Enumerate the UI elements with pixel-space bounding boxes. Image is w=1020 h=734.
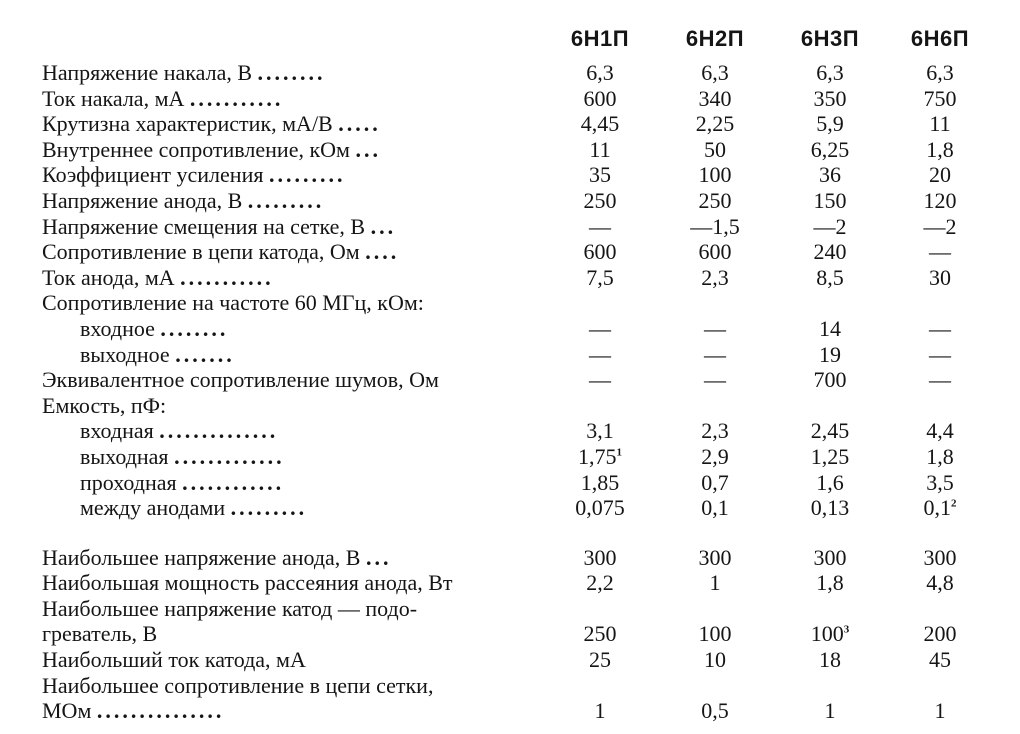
spec-value-text: 18 xyxy=(819,647,841,673)
spec-row xyxy=(0,495,1020,521)
spec-label-text: Наибольшая мощность рассеяния анода, Вт xyxy=(42,570,453,596)
spec-row xyxy=(0,673,1020,699)
spec-row xyxy=(0,239,1020,265)
tube-header-6n1p: 6Н1П xyxy=(570,26,630,51)
spec-value xyxy=(885,545,995,571)
spec-value xyxy=(545,239,655,265)
spec-value-text: 30 xyxy=(929,264,951,290)
leader-dots: .... xyxy=(365,239,400,265)
spec-value xyxy=(885,214,995,240)
spec-value-text: — xyxy=(704,341,726,367)
spec-value-text: 2,25 xyxy=(695,111,735,137)
spec-value-text: 340 xyxy=(698,85,732,111)
spec-value-text: 4,8 xyxy=(926,570,954,596)
spec-value-text: 35 xyxy=(589,162,611,188)
spec-value-text: 7,5 xyxy=(586,264,614,290)
spec-value xyxy=(775,111,885,137)
spec-value xyxy=(660,570,770,596)
spec-value xyxy=(545,214,655,240)
spec-value-text: — xyxy=(929,315,951,341)
spec-value-text: —1,5 xyxy=(690,213,740,239)
footnote-mark: 2 xyxy=(951,497,957,510)
spec-value xyxy=(775,265,885,291)
spec-value-text: — xyxy=(929,239,951,265)
leader-dots: ... xyxy=(355,136,381,162)
leader-dots: ... xyxy=(370,213,397,239)
spec-value xyxy=(775,570,885,596)
spec-value-text: 700 xyxy=(813,367,847,393)
spec-row xyxy=(0,367,1020,393)
leader-dots: ....... xyxy=(175,341,235,367)
spec-label-text: Напряжение анода, В xyxy=(42,187,243,213)
spec-value-text: — xyxy=(589,367,611,393)
leader-dots: ........ xyxy=(160,315,229,341)
spec-value-text: 1,8 xyxy=(926,136,954,162)
spec-label xyxy=(42,188,562,214)
spec-value-text: 4,45 xyxy=(580,111,620,137)
spec-row xyxy=(0,265,1020,291)
spec-value xyxy=(660,162,770,188)
leader-dots: ............... xyxy=(96,698,225,724)
spec-row xyxy=(0,137,1020,163)
spec-value xyxy=(885,647,995,673)
spec-value xyxy=(775,495,885,521)
spec-value-text: 300 xyxy=(583,544,617,570)
leader-dots: ........... xyxy=(180,264,274,290)
spec-value-text: 300 xyxy=(813,544,847,570)
spec-value xyxy=(885,698,995,724)
spec-value xyxy=(660,60,770,86)
spec-value xyxy=(885,162,995,188)
spec-row xyxy=(0,418,1020,444)
spec-value-text: 1,85 xyxy=(580,469,620,495)
spec-value-text: 120 xyxy=(923,187,957,213)
spec-value-text: 2,3 xyxy=(701,418,729,444)
spec-value xyxy=(775,188,885,214)
spec-value-text: 1 xyxy=(824,698,836,724)
spec-value xyxy=(545,162,655,188)
spec-value-text: 6,3 xyxy=(701,60,729,85)
leader-dots: ... xyxy=(365,544,392,570)
spec-label xyxy=(80,495,562,521)
spec-value xyxy=(545,495,655,521)
spec-value-text: 1,6 xyxy=(816,469,844,495)
spec-label xyxy=(42,367,562,393)
spec-value xyxy=(660,647,770,673)
leader-dots: ......... xyxy=(230,495,308,521)
spec-value xyxy=(775,60,885,86)
spec-value-text: 3,5 xyxy=(926,469,954,495)
spec-value-text: —2 xyxy=(813,213,847,239)
spec-value xyxy=(660,188,770,214)
spec-value xyxy=(885,418,995,444)
spec-label xyxy=(42,698,562,724)
spec-value-text: 200 xyxy=(923,621,957,647)
spec-value-text: 1,8 xyxy=(926,443,954,469)
spec-label xyxy=(42,239,562,265)
spec-value xyxy=(775,545,885,571)
spec-value xyxy=(660,86,770,112)
spec-value xyxy=(885,621,995,647)
spec-value-text: 3,1 xyxy=(586,418,614,444)
spec-value xyxy=(775,214,885,240)
spec-row xyxy=(0,444,1020,470)
spec-label xyxy=(42,673,562,699)
leader-dots: ..... xyxy=(338,111,381,137)
spec-label-text: Эквивалентное сопротивление шумов, Ом xyxy=(42,367,439,393)
spec-label-text: Ток анода, мА xyxy=(42,264,175,290)
spec-value xyxy=(885,137,995,163)
spec-value-text: 240 xyxy=(813,239,847,265)
spec-label-text: Наибольшее напряжение анода, В xyxy=(42,544,361,570)
spec-value-text: 6,3 xyxy=(586,60,614,85)
spec-row xyxy=(0,316,1020,342)
spec-label-text: Крутизна характеристик, мА/В xyxy=(42,111,333,137)
spec-value-text: 2,2 xyxy=(586,570,614,596)
spec-row xyxy=(0,111,1020,137)
spec-label xyxy=(42,621,562,647)
spec-row xyxy=(0,570,1020,596)
spec-value-text: 11 xyxy=(929,111,951,137)
spec-value-text: 600 xyxy=(583,85,617,111)
spec-value xyxy=(660,265,770,291)
spec-label-text: Напряжение накала, В xyxy=(42,60,253,85)
spec-value xyxy=(775,470,885,496)
spec-value xyxy=(775,342,885,368)
spec-value xyxy=(660,495,770,521)
spec-value xyxy=(545,545,655,571)
spec-value xyxy=(545,316,655,342)
spec-value-text: 8,5 xyxy=(816,264,844,290)
leader-dots: ........ xyxy=(257,60,326,85)
spec-value-text: 100 xyxy=(810,621,844,647)
spec-label xyxy=(80,316,562,342)
spec-label-text: между анодами xyxy=(80,495,226,521)
spec-value-text: — xyxy=(589,213,611,239)
spec-label-text: выходная xyxy=(80,443,169,469)
spec-row xyxy=(0,290,1020,316)
spec-label-text: Сопротивление на частоте 60 МГц, кОм: xyxy=(42,290,424,316)
spec-value-text: 600 xyxy=(698,239,732,265)
spec-value xyxy=(545,265,655,291)
spec-value-text: 19 xyxy=(819,341,841,367)
spec-label-text: проходная xyxy=(80,469,177,495)
spec-value-text: — xyxy=(589,341,611,367)
spec-value xyxy=(660,444,770,470)
tube-header-6n3p: 6Н3П xyxy=(800,26,860,51)
spec-value xyxy=(885,86,995,112)
spec-value xyxy=(545,570,655,596)
spec-value-text: 5,9 xyxy=(816,111,844,137)
footnote-mark: 3 xyxy=(843,624,850,637)
spec-label xyxy=(42,596,562,622)
spec-value xyxy=(545,647,655,673)
spec-label-text: греватель, В xyxy=(42,621,158,647)
spec-label-text: входное xyxy=(80,315,155,341)
spec-value xyxy=(775,137,885,163)
spec-value-text: — xyxy=(589,315,611,341)
spec-value xyxy=(660,342,770,368)
spec-label xyxy=(42,290,562,316)
spec-table xyxy=(0,60,1020,724)
spec-value xyxy=(775,621,885,647)
spec-value xyxy=(660,698,770,724)
spec-value-text: — xyxy=(929,367,951,393)
spec-label-text: Наибольшее сопротивление в цепи сетки, xyxy=(42,672,434,698)
tube-header-6n6p: 6Н6П xyxy=(910,26,970,51)
spec-value xyxy=(775,86,885,112)
spec-value-text: 2,3 xyxy=(701,264,729,290)
spec-label-text: Емкость, пФ: xyxy=(42,392,167,418)
leader-dots: ........... xyxy=(189,85,284,111)
spec-label xyxy=(80,444,562,470)
spec-row xyxy=(0,60,1020,86)
spec-value xyxy=(660,111,770,137)
spec-value xyxy=(885,342,995,368)
spec-value-text: 250 xyxy=(698,187,732,213)
spec-value-text: 150 xyxy=(813,187,847,213)
spec-value-text: 25 xyxy=(589,647,611,673)
spec-value xyxy=(660,545,770,571)
spec-value-text: 350 xyxy=(813,85,847,111)
spec-label-text: выходное xyxy=(80,341,170,367)
spec-value xyxy=(545,621,655,647)
spec-label xyxy=(42,265,562,291)
spec-row xyxy=(0,545,1020,571)
spec-row xyxy=(0,470,1020,496)
spec-value xyxy=(660,239,770,265)
section-gap xyxy=(0,521,1020,545)
spec-value xyxy=(775,316,885,342)
spec-label xyxy=(42,137,562,163)
spec-row xyxy=(0,86,1020,112)
spec-value-text: 0,7 xyxy=(701,469,729,495)
spec-value xyxy=(660,418,770,444)
leader-dots: ......... xyxy=(247,187,325,213)
spec-value xyxy=(545,188,655,214)
spec-value-text: 2,45 xyxy=(810,418,850,444)
spec-label xyxy=(42,214,562,240)
spec-value-text: — xyxy=(929,341,951,367)
spec-label xyxy=(42,111,562,137)
spec-value-text: 4,4 xyxy=(926,418,954,444)
leader-dots: ............. xyxy=(174,443,285,469)
spec-value-text: 36 xyxy=(819,162,841,188)
spec-label xyxy=(42,545,562,571)
spec-row xyxy=(0,621,1020,647)
spec-value-text: 0,1 xyxy=(923,495,951,521)
spec-value-text: 1 xyxy=(934,698,946,724)
spec-value-text: 20 xyxy=(929,162,951,188)
spec-value-text: 2,9 xyxy=(701,443,729,469)
spec-value xyxy=(545,698,655,724)
spec-label xyxy=(42,393,562,419)
spec-row xyxy=(0,214,1020,240)
tube-header-6n2p: 6Н2П xyxy=(685,26,745,51)
spec-value xyxy=(545,342,655,368)
spec-label-text: Внутреннее сопротивление, кОм xyxy=(42,136,350,162)
spec-value-text: 0,13 xyxy=(810,495,850,521)
footnote-mark: 1 xyxy=(616,446,622,459)
spec-row xyxy=(0,188,1020,214)
spec-value xyxy=(660,316,770,342)
spec-value-text: 45 xyxy=(929,647,951,673)
spec-value xyxy=(660,367,770,393)
spec-row xyxy=(0,162,1020,188)
leader-dots: ......... xyxy=(268,162,346,188)
spec-value-text: 0,1 xyxy=(701,495,729,521)
spec-row xyxy=(0,647,1020,673)
spec-value-text: 250 xyxy=(583,621,617,647)
spec-value-text: 0,075 xyxy=(575,495,625,521)
spec-value-text: 1,8 xyxy=(816,570,844,596)
leader-dots: ............ xyxy=(182,469,285,495)
spec-value-text: 300 xyxy=(923,544,957,570)
spec-label-text: входная xyxy=(80,418,154,444)
spec-label xyxy=(42,162,562,188)
spec-value xyxy=(885,570,995,596)
spec-value-text: 100 xyxy=(698,162,732,188)
spec-label-text: Коэффициент усиления xyxy=(42,162,264,188)
spec-value xyxy=(775,367,885,393)
spec-value-text: 250 xyxy=(583,187,617,213)
spec-label xyxy=(80,470,562,496)
spec-value xyxy=(545,86,655,112)
spec-value xyxy=(545,137,655,163)
spec-label-text: Ток накала, мА xyxy=(42,85,185,111)
spec-row xyxy=(0,393,1020,419)
spec-value xyxy=(775,647,885,673)
spec-value-text: 750 xyxy=(923,85,957,111)
spec-value xyxy=(885,239,995,265)
spec-value xyxy=(775,444,885,470)
spec-value xyxy=(885,60,995,86)
spec-value xyxy=(885,470,995,496)
spec-value-text: 300 xyxy=(698,544,732,570)
spec-value xyxy=(885,495,995,521)
spec-value xyxy=(545,111,655,137)
spec-row xyxy=(0,698,1020,724)
spec-value xyxy=(545,367,655,393)
spec-label-text: Напряжение смещения на сетке, В xyxy=(42,213,366,239)
spec-value xyxy=(885,265,995,291)
spec-label xyxy=(42,647,562,673)
spec-value xyxy=(775,239,885,265)
spec-value-text: 6,3 xyxy=(926,60,954,85)
spec-value-text: 600 xyxy=(583,239,617,265)
leader-dots: .............. xyxy=(159,418,279,444)
spec-label-text: Сопротивление в цепи катода, Ом xyxy=(42,239,360,265)
spec-value-text: 14 xyxy=(819,315,841,341)
spec-value xyxy=(775,418,885,444)
spec-value xyxy=(660,214,770,240)
spec-value-text: 6,25 xyxy=(810,136,850,162)
spec-value xyxy=(660,621,770,647)
spec-value-text: 100 xyxy=(698,621,732,647)
spec-label xyxy=(80,342,562,368)
spec-value xyxy=(545,470,655,496)
spec-value-text: — xyxy=(704,367,726,393)
spec-label xyxy=(42,570,562,596)
spec-value-text: 1 xyxy=(709,570,721,596)
spec-value-text: 10 xyxy=(704,647,726,673)
spec-label xyxy=(42,60,562,86)
spec-label-text: Наибольшее напряжение катод — подо- xyxy=(42,595,418,621)
spec-row xyxy=(0,596,1020,622)
spec-value-text: 6,3 xyxy=(816,60,844,85)
spec-value-text: 11 xyxy=(589,136,611,162)
spec-value xyxy=(775,698,885,724)
spec-value xyxy=(660,137,770,163)
spec-value-text: 1 xyxy=(594,698,606,724)
spec-value xyxy=(885,367,995,393)
spec-value-text: 0,5 xyxy=(701,698,729,724)
spec-value-text: 1,25 xyxy=(810,443,850,469)
spec-row xyxy=(0,342,1020,368)
spec-value xyxy=(545,418,655,444)
spec-value xyxy=(885,316,995,342)
spec-value-text: — xyxy=(704,315,726,341)
spec-value-text: —2 xyxy=(923,213,957,239)
spec-value-text: 1,75 xyxy=(578,443,617,469)
spec-value-text: 50 xyxy=(704,136,726,162)
spec-value xyxy=(885,111,995,137)
spec-label-text: МОм xyxy=(42,698,92,724)
spec-value xyxy=(885,188,995,214)
spec-label-text: Наибольший ток катода, мА xyxy=(42,647,306,673)
tube-header-row xyxy=(0,26,1020,56)
spec-value xyxy=(885,444,995,470)
spec-value xyxy=(660,470,770,496)
spec-value xyxy=(545,60,655,86)
spec-value xyxy=(545,444,655,470)
spec-label xyxy=(80,418,562,444)
spec-value xyxy=(775,162,885,188)
spec-label xyxy=(42,86,562,112)
